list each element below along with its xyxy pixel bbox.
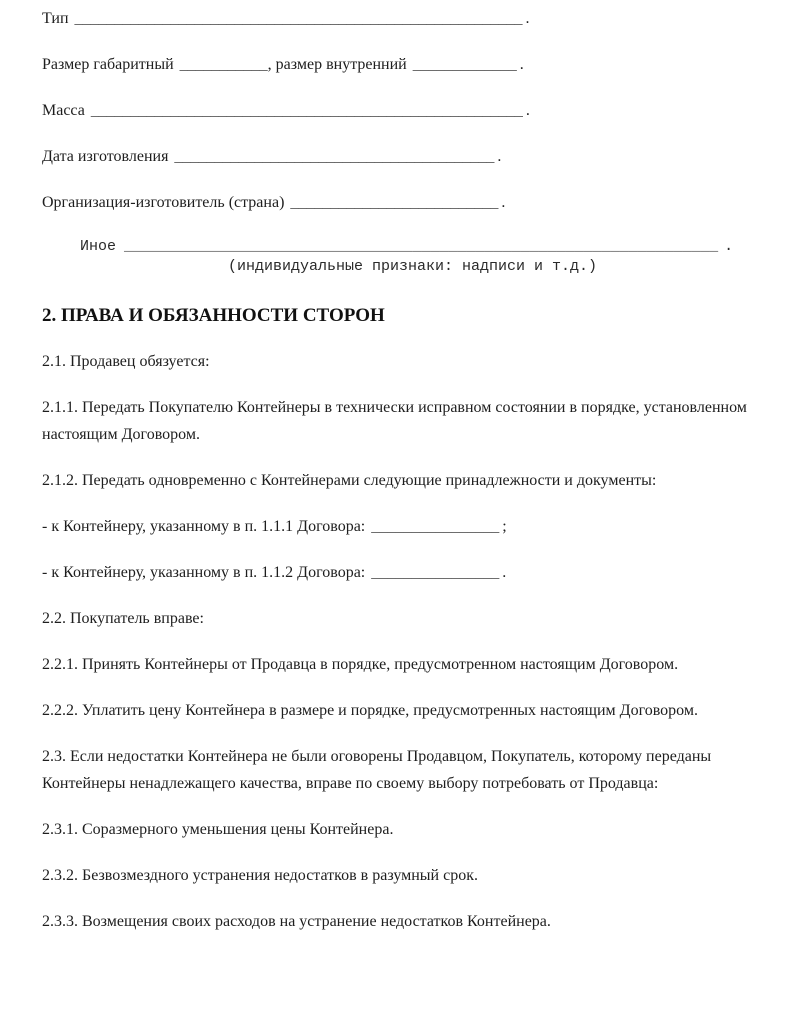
- clause-2-3: 2.3. Если недостатки Контейнера не были оговорены Продавцом, Покупатель, которому переданы Контейнеры ненадлежащего качества, вправе по своему выбору потребовать от Продавца:: [42, 748, 712, 792]
- field-size-outer-label: Размер габаритный: [42, 56, 174, 73]
- field-other-period: .: [724, 238, 734, 255]
- clause-2-2-1: 2.2.1. Принять Контейнеры от Продавца в порядке, предусмотренном настоящим Договором.: [42, 656, 679, 673]
- field-manufacturer-blank: __________________________: [290, 194, 499, 211]
- clause-2-1-1: 2.1.1. Передать Покупателю Контейнеры в технически исправном состоянии в порядке, установленном настоящим Договором.: [42, 399, 747, 443]
- accessories-item-2-text: - к Контейнеру, указанному в п. 1.1.2 Договора:: [42, 564, 366, 581]
- field-other-blank: __________________________________________________________________: [124, 238, 719, 255]
- field-other-label: Иное: [80, 238, 117, 255]
- field-type-blank: ________________________________________________________: [74, 10, 523, 27]
- clause-2-1-2: 2.1.2. Передать одновременно с Контейнерами следующие принадлежности и документы:: [42, 472, 657, 489]
- accessories-item-2-period: .: [502, 564, 507, 581]
- section-2-heading: 2. ПРАВА И ОБЯЗАННОСТИ СТОРОН: [42, 305, 385, 326]
- clause-2-3-3: 2.3.3. Возмещения своих расходов на устранение недостатков Контейнера.: [42, 913, 551, 930]
- field-made-date-label: Дата изготовления: [42, 148, 169, 165]
- field-manufacturer-period: .: [501, 194, 506, 211]
- accessories-item-1-text: - к Контейнеру, указанному в п. 1.1.1 Договора:: [42, 518, 366, 535]
- clause-2-3-2: 2.3.2. Безвозмездного устранения недостатков в разумный срок.: [42, 867, 478, 884]
- accessories-item-1: [42, 513, 750, 540]
- field-made-date-line: [42, 143, 750, 170]
- field-size-line: [42, 51, 750, 78]
- field-size-outer-blank: ___________: [179, 56, 268, 73]
- field-other-block: [42, 237, 750, 277]
- field-type-label: Тип: [42, 10, 69, 27]
- field-size-inner-label: , размер внутренний: [267, 56, 407, 73]
- field-made-date-period: .: [497, 148, 502, 165]
- clause-2-1: 2.1. Продавец обязуется:: [42, 353, 210, 370]
- field-mass-period: .: [525, 102, 530, 119]
- clause-2-3-1: 2.3.1. Соразмерного уменьшения цены Контейнера.: [42, 821, 394, 838]
- field-mass-label: Масса: [42, 102, 85, 119]
- field-made-date-blank: ________________________________________: [174, 148, 495, 165]
- field-manufacturer-line: [42, 189, 750, 216]
- field-other-caption: (индивидуальные признаки: надписи и т.д.): [228, 258, 598, 275]
- clause-2-2-2: 2.2.2. Уплатить цену Контейнера в размере и порядке, предусмотренных настоящим Договором.: [42, 702, 698, 719]
- accessories-item-2-blank: ________________: [371, 564, 500, 581]
- accessories-item-1-separator: ;: [502, 518, 507, 535]
- field-size-inner-blank: _____________: [412, 56, 517, 73]
- field-size-period: .: [519, 56, 524, 73]
- field-type-period: .: [525, 10, 530, 27]
- field-other-line: [42, 237, 750, 257]
- field-mass-blank: ______________________________________________________: [90, 102, 523, 119]
- field-manufacturer-label: Организация-изготовитель (страна): [42, 194, 285, 211]
- accessories-item-2: [42, 559, 750, 586]
- accessories-item-1-blank: ________________: [371, 518, 500, 535]
- field-type-line: [42, 5, 750, 32]
- clause-2-2: 2.2. Покупатель вправе:: [42, 610, 204, 627]
- field-mass-line: [42, 97, 750, 124]
